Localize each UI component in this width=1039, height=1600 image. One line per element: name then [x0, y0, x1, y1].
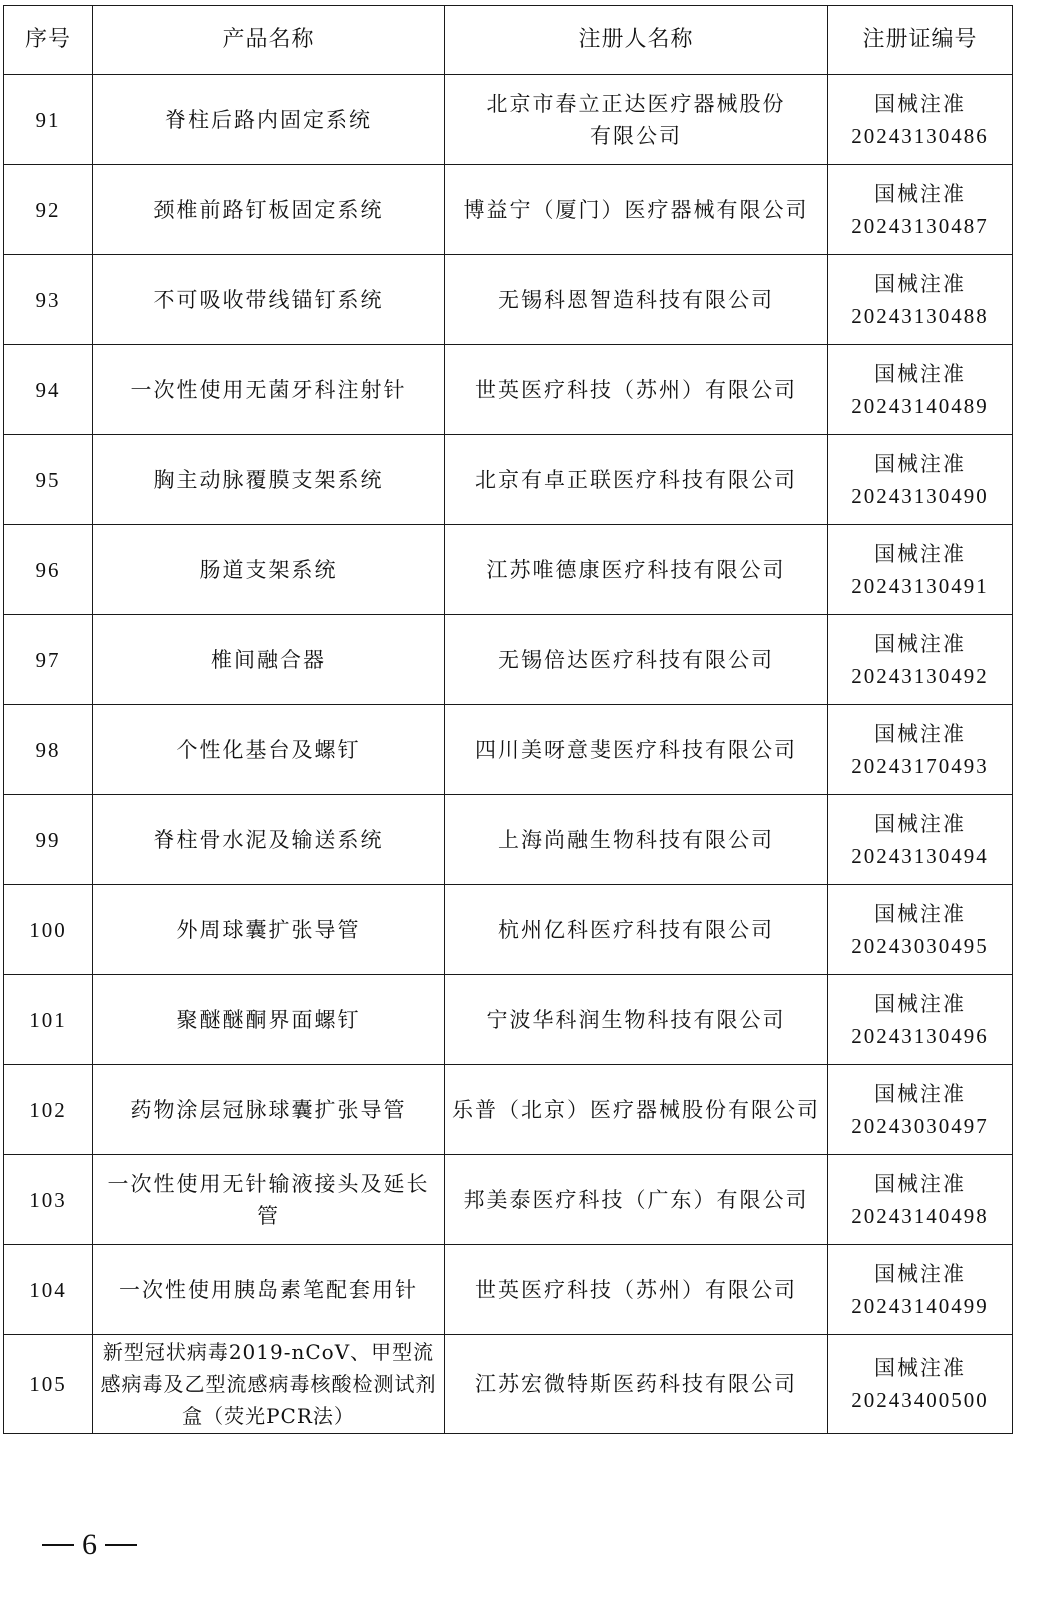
cell-product-name: 新型冠状病毒2019-nCoV、甲型流感病毒及乙型流感病毒核酸检测试剂盒（荧光PCR法）: [93, 1335, 445, 1434]
registrant-line: 世英医疗科技（苏州）有限公司: [475, 1277, 797, 1302]
cell-product-name: 一次性使用胰岛素笔配套用针: [93, 1245, 445, 1335]
cell-seq: 91: [4, 75, 93, 165]
cert-number: 20243130496: [851, 1023, 989, 1048]
cell-registrant-name: [445, 1155, 828, 1245]
table-header-row: [4, 6, 1013, 75]
cert-prefix: 国械注准: [874, 91, 966, 116]
cell-seq: 100: [4, 885, 93, 975]
table-row: [4, 885, 1013, 975]
cell-product-name: 一次性使用无菌牙科注射针: [93, 345, 445, 435]
cell-cert-number: [828, 1245, 1013, 1335]
cert-number: 20243130487: [851, 213, 989, 238]
cell-seq: 101: [4, 975, 93, 1065]
cert-number: 20243130488: [851, 303, 989, 328]
cell-registrant-name: [445, 345, 828, 435]
cert-prefix: 国械注准: [874, 361, 966, 386]
table-row: [4, 1335, 1013, 1434]
registrant-line: 北京有卓正联医疗科技有限公司: [475, 467, 797, 492]
cell-seq: 98: [4, 705, 93, 795]
cell-cert-number: [828, 75, 1013, 165]
cell-seq: 93: [4, 255, 93, 345]
registrant-line: 杭州亿科医疗科技有限公司: [498, 917, 774, 942]
footer-dash-right: [105, 1544, 137, 1546]
cell-registrant-name: [445, 705, 828, 795]
footer-dash-left: [42, 1544, 74, 1546]
page-footer: [34, 1528, 145, 1562]
cell-registrant-name: [445, 75, 828, 165]
table-row: [4, 75, 1013, 165]
registrant-line: 四川美呀意斐医疗科技有限公司: [475, 737, 797, 762]
cell-registrant-name: [445, 615, 828, 705]
cert-prefix: 国械注准: [874, 1171, 966, 1196]
table-row: [4, 525, 1013, 615]
cert-number: 20243030495: [851, 933, 989, 958]
registrant-line: 江苏宏微特斯医药科技有限公司: [475, 1372, 797, 1396]
cert-number: 20243030497: [851, 1113, 989, 1138]
cert-prefix: 国械注准: [874, 1356, 966, 1380]
registrant-line: 江苏唯德康医疗科技有限公司: [486, 557, 786, 582]
cert-prefix: 国械注准: [874, 451, 966, 476]
registrant-line: 博益宁（厦门）医疗器械有限公司: [463, 197, 809, 222]
header-product-name: 产品名称: [93, 6, 445, 75]
cell-seq: 92: [4, 165, 93, 255]
cert-prefix: 国械注准: [874, 271, 966, 296]
cell-registrant-name: [445, 795, 828, 885]
table-row: [4, 435, 1013, 525]
cell-cert-number: [828, 795, 1013, 885]
header-cert-number: 注册证编号: [828, 6, 1013, 75]
cert-number: 20243140499: [851, 1293, 989, 1318]
cert-prefix: 国械注准: [874, 991, 966, 1016]
cell-product-name: 不可吸收带线锚钉系统: [93, 255, 445, 345]
cell-product-name: 胸主动脉覆膜支架系统: [93, 435, 445, 525]
cell-registrant-name: [445, 1335, 828, 1434]
cell-product-name: 椎间融合器: [93, 615, 445, 705]
cert-number: 20243140489: [851, 393, 989, 418]
registrant-line: 上海尚融生物科技有限公司: [498, 827, 774, 852]
cell-registrant-name: [445, 885, 828, 975]
cell-seq: 95: [4, 435, 93, 525]
cert-number: 20243400500: [851, 1388, 989, 1412]
cell-cert-number: [828, 615, 1013, 705]
registrant-line: 邦美泰医疗科技（广东）有限公司: [463, 1187, 809, 1212]
cell-product-name: 个性化基台及螺钉: [93, 705, 445, 795]
cert-prefix: 国械注准: [874, 721, 966, 746]
cert-number: 20243130490: [851, 483, 989, 508]
cell-product-name: 一次性使用无针输液接头及延长管: [93, 1155, 445, 1245]
cell-product-name: 颈椎前路钉板固定系统: [93, 165, 445, 255]
registrant-line: 有限公司: [590, 123, 682, 148]
cell-product-name: 药物涂层冠脉球囊扩张导管: [93, 1065, 445, 1155]
cert-prefix: 国械注准: [874, 811, 966, 836]
cert-number: 20243130492: [851, 663, 989, 688]
cell-cert-number: [828, 1155, 1013, 1245]
cell-cert-number: [828, 345, 1013, 435]
cert-prefix: 国械注准: [874, 1261, 966, 1286]
cert-prefix: 国械注准: [874, 631, 966, 656]
cell-seq: 102: [4, 1065, 93, 1155]
cell-seq: 96: [4, 525, 93, 615]
registrant-line: 世英医疗科技（苏州）有限公司: [475, 377, 797, 402]
cert-prefix: 国械注准: [874, 181, 966, 206]
cell-product-name: 脊柱后路内固定系统: [93, 75, 445, 165]
cert-prefix: 国械注准: [874, 1081, 966, 1106]
cell-registrant-name: [445, 525, 828, 615]
cell-seq: 104: [4, 1245, 93, 1335]
cell-cert-number: [828, 705, 1013, 795]
table-row: [4, 1065, 1013, 1155]
table-row: [4, 1245, 1013, 1335]
cell-cert-number: [828, 1065, 1013, 1155]
table-row: [4, 975, 1013, 1065]
header-registrant-name: 注册人名称: [445, 6, 828, 75]
registrant-line: 无锡科恩智造科技有限公司: [498, 287, 774, 312]
cell-seq: 103: [4, 1155, 93, 1245]
registration-table: [3, 5, 1013, 1434]
table-row: [4, 615, 1013, 705]
table-row: [4, 795, 1013, 885]
registrant-line: 北京市春立正达医疗器械股份: [486, 91, 786, 116]
cell-registrant-name: [445, 975, 828, 1065]
cell-product-name: 肠道支架系统: [93, 525, 445, 615]
cell-cert-number: [828, 885, 1013, 975]
header-seq: 序号: [4, 6, 93, 75]
table-row: [4, 345, 1013, 435]
cell-registrant-name: [445, 1245, 828, 1335]
registrant-line: 无锡倍达医疗科技有限公司: [498, 647, 774, 672]
table-row: [4, 165, 1013, 255]
cell-cert-number: [828, 975, 1013, 1065]
cert-number: 20243130491: [851, 573, 989, 598]
cell-seq: 97: [4, 615, 93, 705]
cert-number: 20243130486: [851, 123, 989, 148]
cell-product-name: 脊柱骨水泥及输送系统: [93, 795, 445, 885]
cell-registrant-name: [445, 255, 828, 345]
cell-seq: 105: [4, 1335, 93, 1434]
cert-number: 20243140498: [851, 1203, 989, 1228]
registrant-line: 宁波华科润生物科技有限公司: [486, 1007, 786, 1032]
cert-number: 20243130494: [851, 843, 989, 868]
cert-number: 20243170493: [851, 753, 989, 778]
cell-cert-number: [828, 525, 1013, 615]
cell-registrant-name: [445, 1065, 828, 1155]
cell-product-name: 聚醚醚酮界面螺钉: [93, 975, 445, 1065]
cell-cert-number: [828, 435, 1013, 525]
cell-product-name: 外周球囊扩张导管: [93, 885, 445, 975]
registrant-line: 乐普（北京）医疗器械股份有限公司: [452, 1097, 820, 1122]
table-row: [4, 705, 1013, 795]
cell-cert-number: [828, 1335, 1013, 1434]
cert-prefix: 国械注准: [874, 541, 966, 566]
cell-seq: 99: [4, 795, 93, 885]
cell-cert-number: [828, 165, 1013, 255]
table-row: [4, 1155, 1013, 1245]
cell-seq: 94: [4, 345, 93, 435]
cell-registrant-name: [445, 165, 828, 255]
page-number: 6: [82, 1528, 97, 1561]
cert-prefix: 国械注准: [874, 901, 966, 926]
cell-cert-number: [828, 255, 1013, 345]
table-row: [4, 255, 1013, 345]
cell-registrant-name: [445, 435, 828, 525]
